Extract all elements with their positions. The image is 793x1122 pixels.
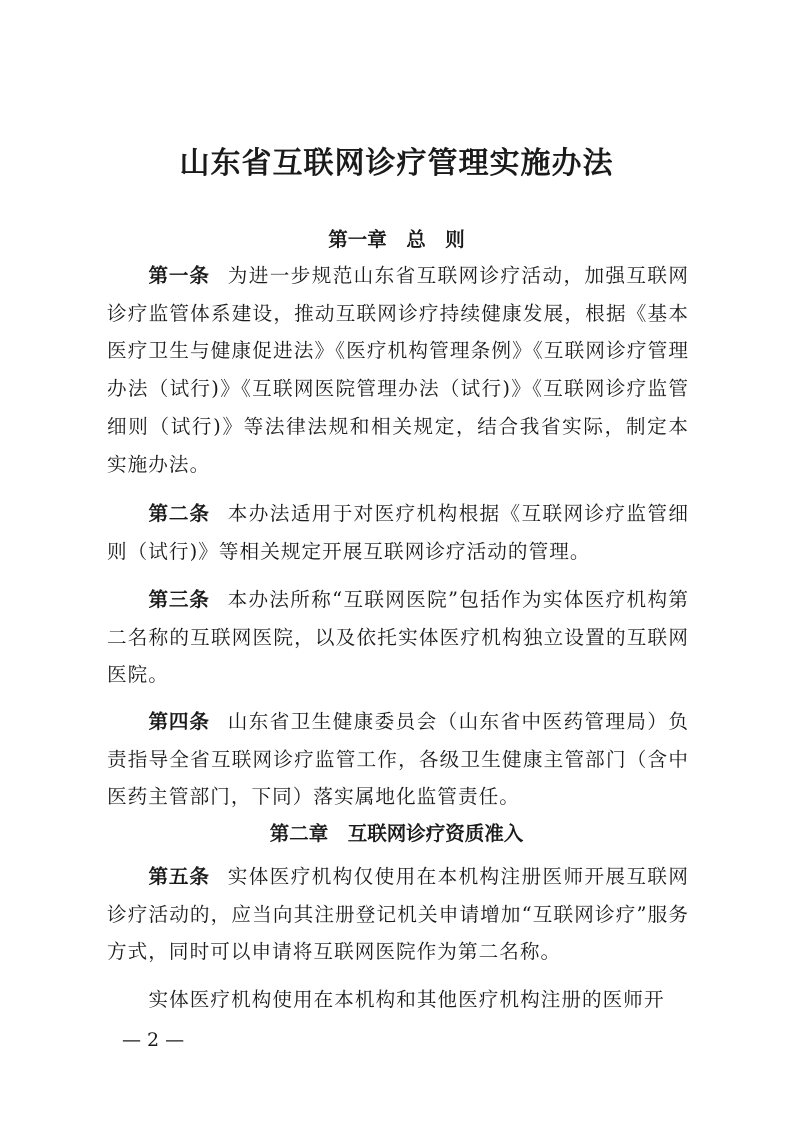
- chapter-heading: 第二章 互联网诊疗资质准入: [269, 822, 524, 845]
- paragraph-continuation: 实体医疗机构使用在本机构和其他医疗机构注册的医师开: [148, 988, 665, 1011]
- document-title: 山东省互联网诊疗管理实施办法: [179, 146, 614, 181]
- article-label: 第二条: [148, 502, 210, 525]
- article-label: 第五条: [148, 865, 210, 888]
- article-text: 山东省卫生健康委员会（山东省中医药管理局）负责指导全省互联网诊疗监管工作，各级卫生健康主管部门（含中医药主管部门，下同）落实属地化监管责任。: [107, 710, 689, 809]
- article-text: 本办法所称“互联网医院”包括作为实体医疗机构第二名称的互联网医院，以及依托实体医疗机构独立设置的互联网医院。: [107, 588, 690, 687]
- article-text: 为进一步规范山东省互联网诊疗活动，加强互联网诊疗监管体系建设，推动互联网诊疗持续健康发展，根据《基本医疗卫生与健康促进法》《医疗机构管理条例》《互联网诊疗管理办法（试行)》《互联网医院管理办法（试行)》《互联网诊疗监管细则（试行)》等法律法规和相关规定，结合我省实际，制定本实施办法。: [107, 264, 689, 476]
- article-label: 第一条: [148, 264, 210, 287]
- article-3: [107, 581, 689, 694]
- article-text: 本办法适用于对医疗机构根据《互联网诊疗监管细则（试行)》等相关规定开展互联网诊疗活动的管理。: [107, 502, 689, 563]
- article-4: [107, 703, 689, 816]
- chapter-heading: 第一章 总 则: [328, 228, 465, 251]
- article-2: [107, 495, 689, 570]
- article-5: [107, 858, 689, 971]
- article-text: 实体医疗机构仅使用在本机构注册医师开展互联网诊疗活动的，应当向其注册登记机关申请增加“互联网诊疗”服务方式，同时可以申请将互联网医院作为第二名称。: [107, 865, 689, 964]
- article-1: [107, 257, 689, 483]
- page-number: — 2 —: [122, 1029, 185, 1051]
- article-label: 第四条: [148, 710, 210, 733]
- article-label: 第三条: [148, 588, 210, 611]
